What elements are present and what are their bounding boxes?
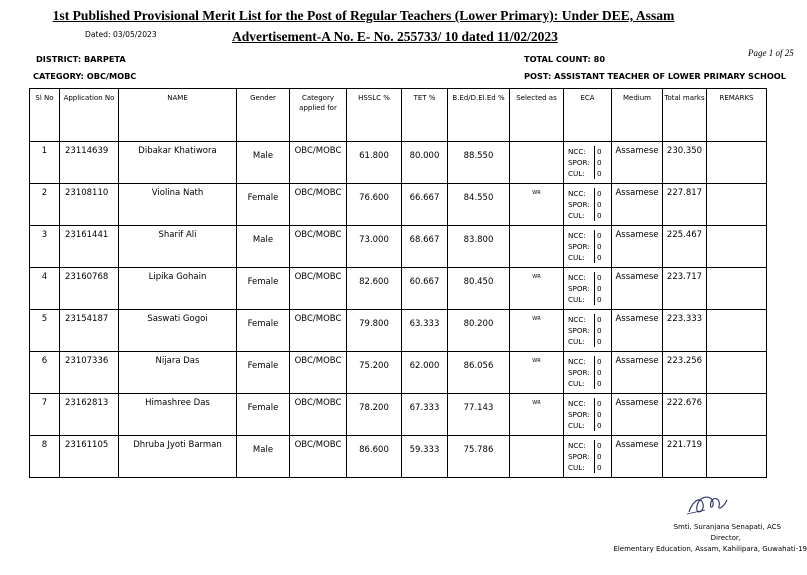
cell-medium-text: Assamese (615, 440, 659, 450)
col-header-sl: Sl No (30, 89, 60, 142)
cell-hsslc-text: 79.800 (359, 319, 389, 329)
cell-remarks (707, 268, 767, 310)
eca-value-spor: 0 (594, 157, 611, 168)
cell-bed (448, 226, 510, 268)
cell-medium (612, 310, 663, 352)
cell-gender-text: Female (247, 361, 279, 371)
cell-name (119, 226, 237, 268)
cell-selected-as (510, 352, 564, 394)
cell-sl-text: 1 (41, 146, 48, 156)
cell-sl (30, 142, 60, 184)
cell-application-no-text: 23162813 (65, 398, 109, 408)
cell-gender-text: Female (247, 319, 279, 329)
cell-remarks (707, 226, 767, 268)
cell-gender (237, 310, 290, 352)
cell-name-text: Violina Nath (151, 188, 204, 198)
eca-label-ncc: NCC: (568, 231, 586, 240)
cell-hsslc-text: 76.600 (359, 193, 389, 203)
cell-gender-text: Female (247, 403, 279, 413)
eca-value-cul: 0 (594, 420, 611, 431)
eca-value-ncc: 0 (594, 440, 611, 451)
eca-label-ncc: NCC: (568, 147, 586, 156)
col-header-eca: ECA (564, 89, 612, 142)
cell-tet (402, 394, 448, 436)
cell-application-no-text: 23161105 (65, 440, 109, 450)
eca-label-ncc: NCC: (568, 189, 586, 198)
cell-name (119, 352, 237, 394)
cell-hsslc (347, 268, 402, 310)
cell-bed (448, 394, 510, 436)
cell-medium-text: Assamese (615, 188, 659, 198)
cell-selected-as-text: WR (532, 358, 541, 364)
eca-label-cul: CUL: (568, 169, 585, 178)
cell-remarks-text (707, 436, 766, 440)
merit-list-table (29, 88, 767, 478)
cell-eca (564, 268, 612, 310)
table-row (30, 310, 767, 352)
cell-bed-text: 83.800 (463, 235, 494, 245)
cell-name (119, 268, 237, 310)
cell-remarks-text (707, 268, 766, 272)
advertisement-number: Advertisement-A No. E- No. 255733/ 10 dated 11/02/2023 (232, 29, 558, 44)
cell-total-marks-text: 227.817 (666, 188, 703, 198)
eca-value-ncc: 0 (594, 146, 611, 157)
eca-value-spor: 0 (594, 199, 611, 210)
eca-label-spor: SPOR: (568, 326, 590, 335)
cell-name-text: Dibakar Khatiwora (138, 146, 217, 156)
eca-label-cul: CUL: (568, 379, 585, 388)
eca-value-cul: 0 (594, 252, 611, 263)
cell-selected-as-text: WR (532, 316, 541, 322)
cell-sl-text: 2 (41, 188, 48, 198)
col-header-bed: B.Ed/D.El.Ed % (448, 89, 510, 142)
eca-value-ncc: 0 (594, 314, 611, 325)
cell-category-text: OBC/MOBC (294, 440, 342, 450)
cell-sl (30, 226, 60, 268)
eca-value-cul: 0 (594, 336, 611, 347)
eca-value-cul: 0 (594, 378, 611, 389)
cell-total-marks (663, 310, 707, 352)
cell-gender-text: Male (252, 445, 274, 455)
cell-selected-as-text (510, 226, 563, 232)
cell-remarks (707, 142, 767, 184)
cell-application-no-text: 23154187 (65, 314, 109, 324)
cell-tet-text: 66.667 (409, 193, 440, 203)
category-label: CATEGORY: OBC/MOBC (33, 71, 137, 81)
cell-eca (564, 310, 612, 352)
eca-value-ncc: 0 (594, 398, 611, 409)
cell-name-text: Sharif Ali (158, 230, 197, 240)
cell-category-text: OBC/MOBC (294, 314, 342, 324)
col-header-selected: Selected as (510, 89, 564, 142)
cell-bed-text: 86.056 (463, 361, 494, 371)
cell-application-no (60, 352, 119, 394)
col-header-gender: Gender (237, 89, 290, 142)
cell-sl (30, 310, 60, 352)
cell-bed-text: 84.550 (463, 193, 494, 203)
cell-total-marks-text: 223.333 (666, 314, 703, 324)
cell-eca (564, 394, 612, 436)
cell-remarks (707, 394, 767, 436)
cell-medium-text: Assamese (615, 314, 659, 324)
eca-label-cul: CUL: (568, 253, 585, 262)
cell-bed (448, 142, 510, 184)
cell-application-no-text: 23161441 (65, 230, 109, 240)
cell-name-text: Saswati Gogoi (147, 314, 208, 324)
cell-hsslc (347, 310, 402, 352)
cell-medium (612, 184, 663, 226)
cell-bed-text: 77.143 (463, 403, 494, 413)
eca-value-ncc: 0 (594, 230, 611, 241)
cell-total-marks (663, 352, 707, 394)
cell-total-marks (663, 184, 707, 226)
col-header-remarks: REMARKS (707, 89, 767, 142)
cell-hsslc (347, 142, 402, 184)
eca-value-cul: 0 (594, 210, 611, 221)
cell-hsslc-text: 86.600 (359, 445, 389, 455)
eca-label-spor: SPOR: (568, 410, 590, 419)
eca-label-cul: CUL: (568, 211, 585, 220)
cell-category-text: OBC/MOBC (294, 146, 342, 156)
eca-label-cul: CUL: (568, 337, 585, 346)
cell-selected-as (510, 268, 564, 310)
eca-label-spor: SPOR: (568, 368, 590, 377)
cell-bed (448, 352, 510, 394)
cell-application-no (60, 310, 119, 352)
cell-gender (237, 142, 290, 184)
cell-tet (402, 226, 448, 268)
cell-category (290, 394, 347, 436)
cell-total-marks (663, 436, 707, 478)
cell-selected-as-text: WR (532, 274, 541, 280)
cell-category (290, 436, 347, 478)
cell-application-no-text: 23108110 (65, 188, 109, 198)
cell-selected-as-text: WR (532, 190, 541, 196)
cell-gender (237, 268, 290, 310)
cell-gender (237, 436, 290, 478)
cell-tet (402, 436, 448, 478)
eca-label-ncc: NCC: (568, 273, 586, 282)
cell-remarks-text (707, 142, 766, 146)
eca-value-spor: 0 (594, 241, 611, 252)
cell-hsslc-text: 82.600 (359, 277, 389, 287)
col-header-hsslc: HSSLC % (347, 89, 402, 142)
cell-hsslc (347, 394, 402, 436)
col-header-total: Total marks (663, 89, 707, 142)
cell-bed (448, 436, 510, 478)
cell-category-text: OBC/MOBC (294, 230, 342, 240)
cell-gender (237, 394, 290, 436)
cell-total-marks-text: 221.719 (666, 440, 703, 450)
eca-value-cul: 0 (594, 462, 611, 473)
cell-selected-as-text (510, 436, 563, 442)
eca-label-spor: SPOR: (568, 452, 590, 461)
cell-tet (402, 142, 448, 184)
cell-medium (612, 268, 663, 310)
cell-tet-text: 60.667 (409, 277, 440, 287)
post-label: POST: ASSISTANT TEACHER OF LOWER PRIMARY SCHOOL (524, 71, 786, 81)
cell-tet (402, 352, 448, 394)
cell-selected-as (510, 436, 564, 478)
cell-name (119, 436, 237, 478)
cell-medium (612, 394, 663, 436)
cell-category (290, 226, 347, 268)
cell-sl-text: 3 (41, 230, 48, 240)
eca-label-spor: SPOR: (568, 284, 590, 293)
cell-eca (564, 352, 612, 394)
cell-sl-text: 6 (41, 356, 48, 366)
eca-value-spor: 0 (594, 409, 611, 420)
eca-value-cul: 0 (594, 294, 611, 305)
cell-remarks (707, 184, 767, 226)
cell-hsslc (347, 226, 402, 268)
eca-value-spor: 0 (594, 325, 611, 336)
cell-gender (237, 184, 290, 226)
table-header-row (30, 89, 767, 142)
eca-label-ncc: NCC: (568, 357, 586, 366)
cell-category (290, 352, 347, 394)
cell-gender-text: Male (252, 235, 274, 245)
cell-gender (237, 352, 290, 394)
cell-name-text: Dhruba Jyoti Barman (133, 440, 222, 450)
eca-value-cul: 0 (594, 168, 611, 179)
table-row (30, 436, 767, 478)
cell-remarks-text (707, 394, 766, 398)
document-title: 1st Published Provisional Merit List for the Post of Regular Teachers (Lower Primary): Under DEE, Assam (52, 8, 675, 23)
cell-category-text: OBC/MOBC (294, 398, 342, 408)
cell-eca (564, 142, 612, 184)
cell-sl-text: 5 (41, 314, 48, 324)
cell-application-no (60, 394, 119, 436)
district-label: DISTRICT: BARPETA (36, 54, 126, 64)
cell-medium (612, 352, 663, 394)
cell-application-no (60, 436, 119, 478)
eca-label-ncc: NCC: (568, 315, 586, 324)
col-header-application: Application No (60, 89, 119, 142)
cell-application-no (60, 226, 119, 268)
signatory-office: Elementary Education, Assam, Kahilipara, Guwahati-19 (613, 545, 807, 553)
total-count-label: TOTAL COUNT: 80 (524, 54, 606, 64)
cell-remarks (707, 310, 767, 352)
cell-selected-as (510, 184, 564, 226)
eca-value-spor: 0 (594, 367, 611, 378)
eca-value-ncc: 0 (594, 272, 611, 283)
cell-tet-text: 62.000 (409, 361, 440, 371)
cell-total-marks-text: 225.467 (666, 230, 703, 240)
cell-gender-text: Male (252, 151, 274, 161)
cell-bed-text: 80.200 (463, 319, 494, 329)
eca-label-cul: CUL: (568, 463, 585, 472)
cell-tet (402, 184, 448, 226)
cell-application-no (60, 268, 119, 310)
cell-tet-text: 80.000 (409, 151, 440, 161)
table-row (30, 352, 767, 394)
col-header-tet: TET % (402, 89, 448, 142)
cell-hsslc (347, 184, 402, 226)
cell-sl-text: 8 (41, 440, 48, 450)
signatory-designation: Director, (710, 534, 741, 542)
cell-eca (564, 436, 612, 478)
cell-bed (448, 184, 510, 226)
cell-bed-text: 80.450 (463, 277, 494, 287)
cell-medium-text: Assamese (615, 146, 659, 156)
cell-medium (612, 142, 663, 184)
eca-value-ncc: 0 (594, 356, 611, 367)
cell-category-text: OBC/MOBC (294, 356, 342, 366)
cell-sl (30, 436, 60, 478)
table-row (30, 268, 767, 310)
eca-label-spor: SPOR: (568, 158, 590, 167)
eca-value-spor: 0 (594, 283, 611, 294)
cell-remarks-text (707, 226, 766, 230)
cell-category-text: OBC/MOBC (294, 188, 342, 198)
cell-selected-as (510, 226, 564, 268)
cell-tet-text: 63.333 (409, 319, 440, 329)
cell-name (119, 394, 237, 436)
cell-gender-text: Female (247, 277, 279, 287)
col-header-medium: Medium (612, 89, 663, 142)
cell-tet (402, 268, 448, 310)
cell-category (290, 268, 347, 310)
cell-medium-text: Assamese (615, 356, 659, 366)
cell-name (119, 184, 237, 226)
eca-label-cul: CUL: (568, 421, 585, 430)
cell-sl (30, 352, 60, 394)
cell-name-text: Nijara Das (155, 356, 200, 366)
cell-application-no (60, 142, 119, 184)
cell-remarks-text (707, 310, 766, 314)
cell-eca (564, 184, 612, 226)
cell-selected-as (510, 394, 564, 436)
cell-total-marks (663, 394, 707, 436)
signature-image (683, 490, 733, 520)
cell-application-no (60, 184, 119, 226)
eca-label-ncc: NCC: (568, 441, 586, 450)
cell-total-marks (663, 142, 707, 184)
cell-bed (448, 268, 510, 310)
cell-medium (612, 226, 663, 268)
cell-hsslc-text: 78.200 (359, 403, 389, 413)
cell-eca (564, 226, 612, 268)
cell-sl-text: 7 (41, 398, 48, 408)
cell-sl (30, 268, 60, 310)
col-header-category: Category applied for (290, 89, 347, 142)
cell-total-marks (663, 226, 707, 268)
cell-tet-text: 67.333 (409, 403, 440, 413)
cell-total-marks-text: 223.256 (666, 356, 703, 366)
cell-name (119, 142, 237, 184)
cell-sl (30, 394, 60, 436)
cell-selected-as-text: WR (532, 400, 541, 406)
cell-tet (402, 310, 448, 352)
cell-sl (30, 184, 60, 226)
cell-total-marks (663, 268, 707, 310)
cell-hsslc (347, 436, 402, 478)
cell-remarks-text (707, 352, 766, 356)
eca-value-ncc: 0 (594, 188, 611, 199)
eca-label-spor: SPOR: (568, 242, 590, 251)
eca-label-cul: CUL: (568, 295, 585, 304)
cell-total-marks-text: 230.350 (666, 146, 703, 156)
cell-hsslc-text: 75.200 (359, 361, 389, 371)
cell-remarks-text (707, 184, 766, 188)
dated-label: Dated: 03/05/2023 (85, 30, 157, 39)
eca-label-ncc: NCC: (568, 399, 586, 408)
cell-tet-text: 59.333 (409, 445, 440, 455)
cell-name-text: Lipika Gohain (148, 272, 207, 282)
cell-name (119, 310, 237, 352)
cell-hsslc (347, 352, 402, 394)
cell-medium-text: Assamese (615, 398, 659, 408)
cell-application-no-text: 23107336 (65, 356, 109, 366)
cell-selected-as (510, 142, 564, 184)
cell-remarks (707, 352, 767, 394)
cell-hsslc-text: 73.000 (359, 235, 389, 245)
cell-category (290, 310, 347, 352)
table-row (30, 184, 767, 226)
cell-total-marks-text: 223.717 (666, 272, 703, 282)
cell-bed-text: 75.786 (463, 445, 494, 455)
cell-category (290, 184, 347, 226)
cell-category (290, 142, 347, 184)
cell-medium-text: Assamese (615, 230, 659, 240)
cell-category-text: OBC/MOBC (294, 272, 342, 282)
cell-selected-as (510, 310, 564, 352)
cell-tet-text: 68.667 (409, 235, 440, 245)
cell-bed (448, 310, 510, 352)
cell-medium-text: Assamese (615, 272, 659, 282)
cell-application-no-text: 23114639 (65, 146, 109, 156)
col-header-name: NAME (119, 89, 237, 142)
table-row (30, 394, 767, 436)
page-number: Page 1 of 25 (748, 48, 794, 58)
cell-name-text: Himashree Das (145, 398, 210, 408)
cell-gender-text: Female (247, 193, 279, 203)
cell-bed-text: 88.550 (463, 151, 494, 161)
table-row (30, 226, 767, 268)
table-row (30, 142, 767, 184)
eca-value-spor: 0 (594, 451, 611, 462)
cell-remarks (707, 436, 767, 478)
cell-medium (612, 436, 663, 478)
cell-hsslc-text: 61.800 (359, 151, 389, 161)
cell-gender (237, 226, 290, 268)
eca-label-spor: SPOR: (568, 200, 590, 209)
cell-selected-as-text (510, 142, 563, 148)
signatory-name: Smti. Suranjana Senapati, ACS (673, 523, 781, 531)
cell-total-marks-text: 222.676 (666, 398, 703, 408)
cell-sl-text: 4 (41, 272, 48, 282)
cell-application-no-text: 23160768 (65, 272, 109, 282)
